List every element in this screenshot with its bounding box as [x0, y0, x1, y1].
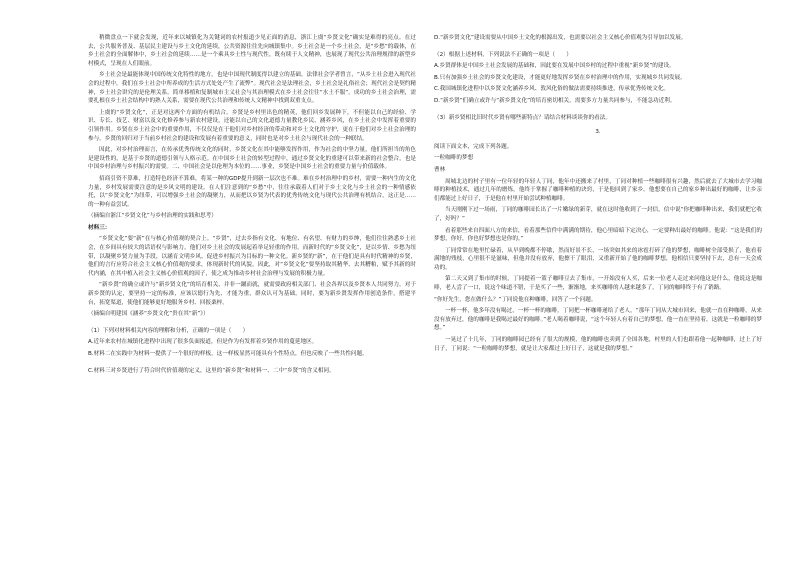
question-option: A.乡贤群体是中国乡土社会发展的基础和，因此要在发展中国乡村的过程中重视“新乡贤”的建设。	[434, 63, 675, 70]
story-author: 曹林	[434, 166, 446, 173]
paragraph: “新乡贤”的确立或许与“新乡贤文化”的培育相关，并非一蹴而就，就需要政府相关部门、社会各界以及乡贤本人共同努力。对于新乡贤的认定，要坚持一定的标准，应该以德行为先、才能为重，群众认可为基础。同时，要为新乡贤发挥作用创造条件，搭建平台，拓宽渠道，使他们能够更好地服务乡村、回报桑梓。	[88, 282, 416, 306]
question-option: D.“新乡贤文化”建设需要从中国乡土文化的根源出发，也需要以社会主义核心价值观为引导加以发展。	[434, 35, 687, 41]
paragraph: “你好先生，您在做什么？”丁同说他在种咖啡，回答了一个问题。	[434, 296, 597, 303]
instruction: 阅读下面文本，完成下列各题。	[434, 143, 513, 150]
paragraph: 看着那些来自四面八方的来信，看着那些信件中满满的期待，他心里暗暗下定决心，一定要种出最好的咖啡。他说：“这是我们的梦想，你好，你也好梦想也是你的。”	[434, 227, 762, 243]
question-option: B.材料二在实践中为材料一提供了一个很好的样板，这一样板显然可能具有个性特点，但也反映了一些共性问题。	[88, 351, 368, 357]
left-column	[88, 34, 416, 378]
paragraph: 周城北边的村子里有一位年轻的年轻人丁同，他年中还搬来了村里，丁同对种植一些咖啡很有兴趣，然后就去了大城市去学习咖啡的种植技术，通过几年的磨炼，他终于掌握了咖啡种植的诀窍，于是他回到了家乡。他想要在自己的家乡种出最好的咖啡，让乡亲们都能过上好日子，于是他在村里开始尝试种植咖啡。	[434, 178, 762, 202]
question-stem: （2）根据上述材料，下列说法不正确的一项是（ ）	[434, 51, 572, 58]
question-number: 3.	[595, 129, 601, 136]
question-stem: （1）下列对材料相关内容的理解和分析，正确的一项是（ ）	[88, 327, 249, 334]
source-citation: （摘编自浙江“乡贤文化”与乡村治理的实践和思考）	[88, 213, 217, 220]
paragraph: 上虞的“乡贤文化”，正是对这两个方面的有机结合。乡贤是乡村里出色的精英，他们回乡发展种下，不但能以自己的经验、学识、专长、技艺、财富以及文化修养参与新农村建设，还能以自己的文化道德力量教化乡民、涵养乡风，在乡土社会中发挥着重要的引领作用。乡贤在乡土社会中的重要作用，不仅仅是在于他们对乡村经济的带动和对乡土文化的守护，更在于他们对乡土社会治理的参与。乡贤的回归对于当前乡村社会的建设和发展有着重要的意义，同时也是对乡土社会与现代社会的一种联结。	[88, 109, 416, 142]
paragraph: 稍微盘点一下就会发现，近年来以城镇化为关键词的农村报道少见正面的消息，浙江上虞“乡贤文化”确实是难得的亮点。在过去，公共服务普及、基层民主建设与乡土文化的延续，公共资源往往先向城镇集中。乡土社会是一个乡土社会，是“乡愁”的载体，在乡土社会的全面解体中，乡土社会的延续……是一个乘具乡土性与现代性，既有续于人文精神，也展现了现代公共治理规律的新型乡村模式，呈现在人们眼前。	[88, 35, 416, 67]
source-citation: （摘编自明建国《涵养“乡贤文化”贵在其“新”》）	[88, 311, 209, 318]
question-option: B.只有加强乡土社会的乡贤文化建设，才能更好地发挥乡贤在乡村治理中的作用，实现城乡共同发展。	[434, 74, 686, 81]
paragraph: 第二天又到了集市的时候，丁同提着一篮子咖啡豆去了集市，一开始没有人买，后来一位老人走过来问他这是什么，他说这是咖啡，老人尝了一口，说这个味道不错，于是买了一些，渐渐地，来买咖啡的人越来越多了，丁同的咖啡终于有了销路。	[434, 276, 762, 292]
paragraph: 当天刚刚下过一场雨，丁同的咖啡园长出了一片嫩绿的新芽，就在这时他收到了一封信，信中说“你把咖啡种出来，我们就把它收了，好吗？”	[434, 207, 762, 222]
question-stem: （3）新乡贤相比旧时代乡贤有哪些新特点？请结合材料谈谈你的看法。	[434, 114, 611, 121]
question-option: D.“新乡贤”们确立或许与“新乡贤文化”的培育密切相关，需要多方力量共同参与，不能急功近利。	[434, 97, 676, 104]
question-option: C.我国城镇化进程中以乡贤文化涵养乡风、敦风化俗的做法需要持续推进，传承优秀传统文化。	[434, 86, 670, 93]
right-column	[434, 34, 762, 356]
paragraph: 因此，对乡村治理而言，在传承优秀传统文化的同时，乡贤文化在其中能够发挥作用，作为社会的中坚力量，他们所担当的角色是建设性的，是基于乡贤的道德引领与人格示范。在中国乡土社会的转型过程中，通过乡贤文化的重建可以带来新的社会整合，也是中国乡村治理与乡村振兴的需要。二、中国社会是以伦理为本位的……事业，乡贤是中国乡土社会的重要力量与价值载体。	[88, 147, 416, 171]
paragraph: “乡贤文化”要“新”在与核心价值观的契合上。“乡贤”，过去乡指有文化、有地位、有名望、有财力的乡绅，他们往往熟悉乡土社会，在乡间具有较大的话语权与影响力，他们对乡土社会的发展起着举足轻重的作用。而新时代的“乡贤文化”，是以乡情、乡愁为纽带，以凝聚乡贤力量为手段，以涵育文明乡风、促进乡村振兴为目标的一种文化。新乡贤的“新”，在于他们是具有时代精神的乡贤，他们的言行应符合社会主义核心价值观的要求，体现新时代的风貌。因此，对“乡贤文化”要坚持取其精华、去其糟粕，赋予其新的时代内涵，在其中植入社会主义核心价值观的因子，使之成为推动乡村社会治理与发展的积极力量。	[88, 236, 416, 277]
story-title: 一粒咖啡的梦想	[434, 155, 474, 162]
paragraph: 招商引资不算难，打造特色经济不算难，将某一种的GDP提升到新一层次也不难。难在乡村治理中的乡村，需要一种内生的文化力量，乡村发展需要注意的是乡风文明的建设。在人们注意到的“乡愁”中，往往承载着人们对于乡土文化与乡土社会的一种情感依托，以“乡贤文化”为纽带，可以增强乡土社会的凝聚力，从而把以乡贤为代表的优秀传统文化与现代公共治理有机结合，这正是……的一种有益尝试。	[88, 175, 416, 208]
question-option: A.近年来农村在城镇化进程中出现了很多负面报道，但是作为有发挥着乡贤作用的蔓延地区。	[88, 339, 318, 346]
paragraph: 一晃过了十几年，丁同的咖啡园已经有了很大的规模，他的咖啡也卖到了全国各地，村里的人们也跟着他一起种咖啡，过上了好日子，丁同说：“一粒咖啡的梦想，就是让大家都过上好日子，这就是我的梦想。”	[434, 337, 762, 352]
paragraph: 一杯一杯，他多年没有喝过，一杯一杯的咖啡，丁同把一杯咖啡递给了老人，“那年丁同从大城市回来，他就一直在种咖啡，从来没有放弃过，他的咖啡是我喝过最好的咖啡。”老人喝着咖啡说，“这个年轻人有着自己的梦想，他一直在坚持着，这就是一粒咖啡的梦想。”	[434, 308, 762, 332]
paragraph: 乡土社会是最能体现中国传统文化特性的地方，也是中国现代制度得以建立的基础。法律社会学者曾言，“从乡土社会进入现代社会的过程中，我们在乡土社会中所养成的生活方式处处产生了流弊”。现代社会是法理社会，乡土社会是礼俗社会；现代社会是契约精神，乡土社会讲究的是伦理关系。简单移植和复制城市主义社会与其治理模式在乡土社会往往“水土不服”。成功的乡土社会治理，需要扎根在乡土社会结构中的熟人关系，需要在现代公共治理和传统人文精神中找到双重支点。	[88, 72, 416, 105]
question-option: C.材料三对乡贤进行了符合时代价值观的定义，这里的“新乡贤”和材料一、二中“乡贤”的含义相同。	[88, 367, 335, 374]
paragraph: 丁同常常在地里忙碌着，从早到晚都不停歇，然而好景不长，一场突如其来的冰雹打碎了他的梦想，咖啡树全部受损了，他看着满地的残枝，心里很不是滋味，但他并没有放弃，他擦干了眼泪，又重新开始了他的咖啡梦想，他相信只要坚持下去，总有一天会成功的。	[434, 247, 762, 271]
material-heading: 材料三：	[88, 224, 111, 231]
